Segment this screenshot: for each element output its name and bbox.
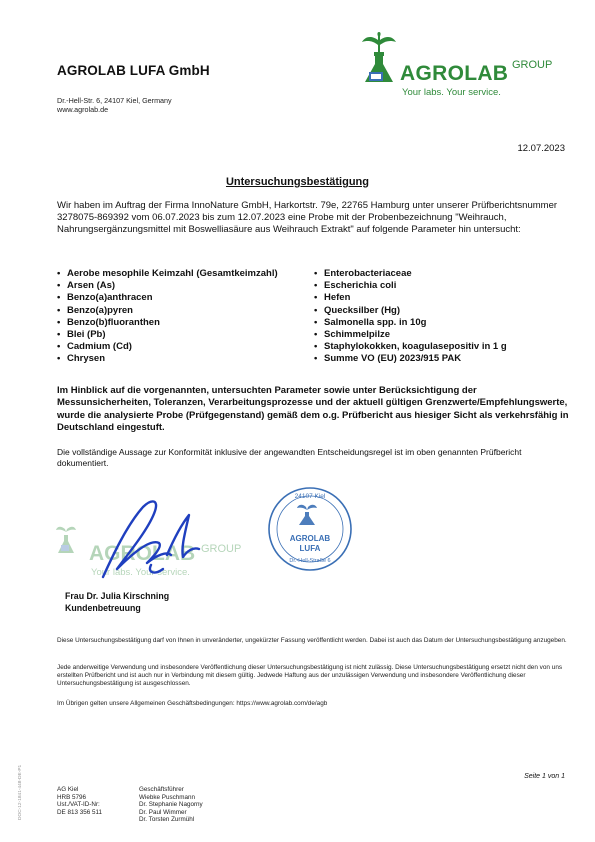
faded-logo-tagline: Your labs. Your service. <box>91 567 190 578</box>
logo-tagline: Your labs. Your service. <box>402 87 501 98</box>
agrolab-logo <box>360 30 565 100</box>
terms-note: Im Übrigen gelten unsere Allgemeinen Geschäftsbedingungen: https://www.agrolab.com/de/agb <box>57 700 328 707</box>
bullet: • <box>314 341 318 353</box>
signer-name: Frau Dr. Julia Kirschning <box>65 591 170 601</box>
logo-brand-text: AGROLAB <box>400 62 509 85</box>
address-line: Dr.-Hell-Str. 6, 24107 Kiel, Germany <box>57 96 172 105</box>
handwritten-signature <box>55 485 235 585</box>
bullet: • <box>314 304 318 316</box>
conformity-paragraph: Die vollständige Aussage zur Konformität inklusive der angewandten Entscheidungsregel ist im oben genannten Prüfbericht dokumentiert. <box>57 447 522 468</box>
footer-management <box>139 786 203 824</box>
company-address <box>57 96 172 114</box>
footer-line: Ust./VAT-ID-Nr: <box>57 801 100 809</box>
bullet: • <box>314 316 318 328</box>
list-item: • Cadmium (Cd) <box>57 341 132 353</box>
footer-line: Dr. Torsten Zurmühl <box>139 816 195 824</box>
bullet: • <box>314 268 318 279</box>
page-title: Untersuchungsbestätigung <box>225 176 369 188</box>
document-date: 12.07.2023 <box>517 143 565 154</box>
list-item: • Chrysen <box>57 353 106 365</box>
list-item: • Salmonella spp. in 10g <box>314 316 427 328</box>
signer-role: Kundenbetreuung <box>65 602 141 613</box>
bullet: • <box>57 292 61 304</box>
list-item: • Enterobacteriaceae <box>314 268 412 279</box>
stamp-top-text: 24107 Kiel <box>294 493 326 500</box>
faded-logo-brand: AGROLAB <box>89 542 196 565</box>
list-item: • Staphylokokken, koagulasepositiv in 1 g <box>314 341 507 353</box>
official-stamp <box>266 485 354 573</box>
list-item: • Hefen <box>314 292 351 304</box>
footer-line: DE 813 356 511 <box>57 808 103 816</box>
bullet: • <box>57 268 61 279</box>
faded-logo-group: GROUP <box>201 543 242 555</box>
list-item: • Escherichia coli <box>314 280 397 292</box>
company-name: AGROLAB LUFA GmbH <box>57 63 210 78</box>
footer-line: Wiebke Puschmann <box>139 793 195 801</box>
footer-line: Dr. Stephanie Nagorny <box>139 801 203 809</box>
signature-block <box>55 485 242 585</box>
footer-line: HRB 5796 <box>57 793 87 801</box>
stamp-bottom-text: Dr.-Hell-Straße 6 <box>289 558 331 564</box>
list-item: • Arsen (As) <box>57 280 116 292</box>
footer-registration <box>57 786 102 816</box>
signer-block <box>65 591 169 614</box>
bullet: • <box>314 353 318 365</box>
footer-line: Geschäftsführer <box>139 786 184 793</box>
logo-group-text: GROUP <box>512 59 553 71</box>
list-item: • Aerobe mesophile Keimzahl (Gesamtkeimzahl) <box>57 268 278 279</box>
stamp-line1: AGROLAB <box>289 534 331 543</box>
bullet: • <box>57 353 61 365</box>
bullet: • <box>57 341 61 353</box>
list-item: • Benzo(a)anthracen <box>57 292 153 304</box>
bullet: • <box>57 316 61 328</box>
list-item: • Quecksilber (Hg) <box>314 304 401 316</box>
parameter-list-left <box>57 268 278 366</box>
bullet: • <box>57 280 61 292</box>
bullet: • <box>57 304 61 316</box>
website: www.agrolab.de <box>57 105 109 114</box>
footer-line: AG Kiel <box>57 786 79 793</box>
list-item: • Benzo(a)pyren <box>57 304 133 316</box>
bullet: • <box>314 329 318 341</box>
stamp-line2: LUFA <box>299 544 321 553</box>
document-code: DOC-12-1841-448-DE-P1 <box>18 764 23 820</box>
usage-note: Diese Untersuchungsbestätigung darf von Ihnen in unveränderter, ungekürzter Fassung veröffentlicht werden. Dabei ist auch das Datum der Untersuchungsbestätigung anzugeben. <box>57 637 567 644</box>
assessment-paragraph: Im Hinblick auf die vorgenannten, untersuchten Parameter sowie unter Berücksichtigung der Messunsicherheiten, Toleranzen, Verarbeitungsprozesse und der aktuell gültigen Grenzwerte/Empfehlungswerte, wurde die analysierte Probe (Prüfgegenstand) gemäß dem o.g. Prüfbericht aus hiesiger Sicht als verkehrsfähig in Deutschland eingestuft. <box>57 385 569 434</box>
bullet: • <box>314 280 318 292</box>
intro-paragraph: Wir haben im Auftrag der Firma InnoNature GmbH, Harkortstr. 79e, 22765 Hamburg unter unserer Prüfberichtsnummer 3278075-869392 vom 06.07.2023 bis zum 12.07.2023 eine Probe mit der Probenbezeichnung "Weihrauch, Nahrungsergänzungsmittel mit Boswelliasäure aus Weihrauch Extrakt" auf folgende Parameter hin untersucht: <box>57 200 558 235</box>
list-item: • Blei (Pb) <box>57 329 106 341</box>
lab-flask-icon <box>360 32 400 88</box>
list-item: • Benzo(b)fluoranthen <box>57 316 160 328</box>
list-item: • Schimmelpilze <box>314 329 390 341</box>
parameter-list-right <box>314 268 507 366</box>
liability-note: Jede anderweitige Verwendung und insbesondere Veröffentlichung dieser Untersuchungsbestätigung ist nicht zulässig. Diese Untersuchungsbestätigung ersetzt nicht den von uns erstellten Prüfbericht und ist auch nur in Verbindung mit diesem gültig. Jedwede Haftung aus der unzulässigen Verwendung und insbesondere Veröffentlichung dieser Untersuchungsbestätigung ist ausgeschlossen. <box>57 664 563 688</box>
page-number: Seite 1 von 1 <box>524 773 565 780</box>
bullet: • <box>314 292 318 304</box>
bullet: • <box>57 329 61 341</box>
list-item: • Summe VO (EU) 2023/915 PAK <box>314 353 462 365</box>
footer-line: Dr. Paul Wimmer <box>139 808 187 816</box>
